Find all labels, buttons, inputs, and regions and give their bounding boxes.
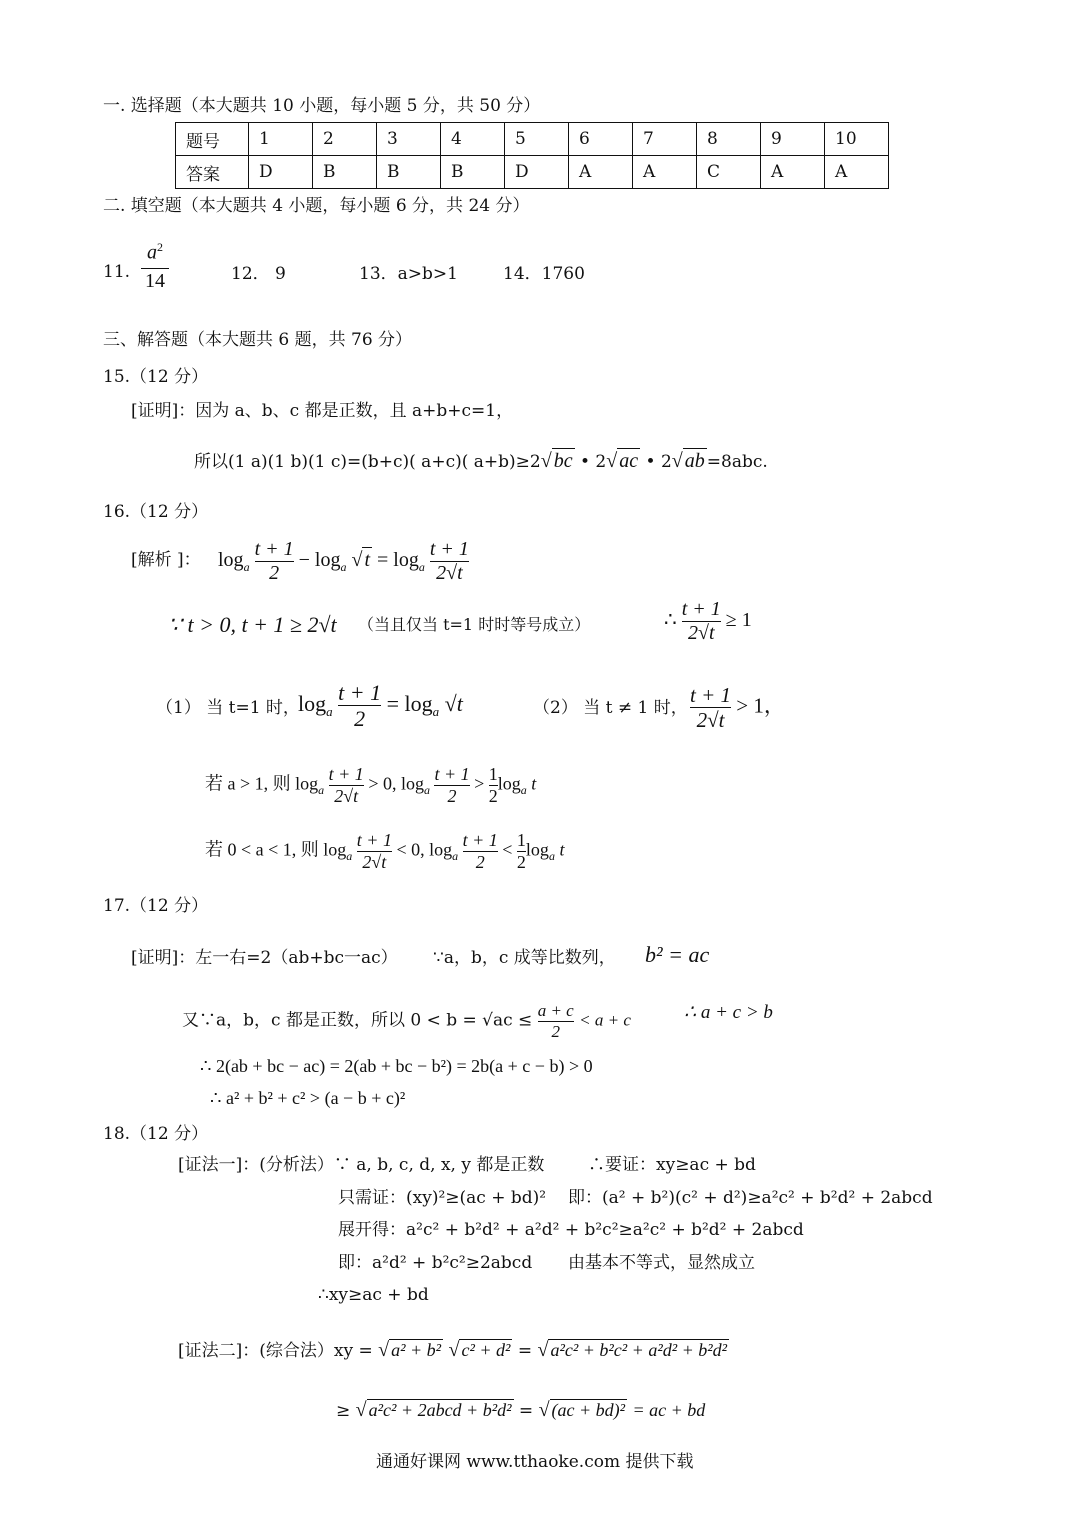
q15-sqrt-ab: ab (684, 450, 705, 472)
log-symbol: log (298, 690, 327, 716)
numerator: t + 1 (690, 683, 732, 707)
row-label-answer: 答案 (176, 156, 249, 189)
q18-m1-line2b: 即：(a² + b²)(c² + d²)≥a²c² + b²d² + 2abcd (568, 1188, 933, 1208)
sqrt-t: √t (444, 690, 463, 716)
log-base: a (318, 782, 325, 797)
numerator: t + 1 (462, 830, 498, 850)
table-cell: 4 (441, 123, 505, 156)
denominator: 2√t (329, 785, 364, 807)
log-symbol: log (218, 549, 244, 572)
therefore-symbol: ∴ (664, 609, 677, 632)
log-base: a (340, 560, 347, 575)
q17-line1c: b² = ac (645, 942, 710, 967)
q15-line2: 所以(1 a)(1 b)(1 c)=(b+c)( a+c)( a+b)≥2√ bc • 2√ ac • 2√ ab =8abc. (194, 450, 768, 472)
fraction (690, 683, 731, 732)
q15-end: =8abc. (706, 452, 768, 472)
q16-therefore (664, 598, 752, 645)
fraction (682, 598, 721, 645)
numerator: a + c (537, 1001, 574, 1020)
fraction (329, 764, 364, 806)
fraction-half (517, 830, 526, 872)
table-cell: A (633, 156, 697, 189)
q18-m1-line2: 只需证：(xy)²≥(ac + bd)² (338, 1188, 547, 1208)
q17-line2-end: < a + c (579, 1010, 631, 1030)
q15-sqrt-bc: bc (553, 450, 573, 472)
denominator: 2√t (690, 707, 731, 732)
denominator: 2 (338, 705, 381, 731)
q15-line1: [证明]：因为 a、b、c 都是正数，且 a+b+c=1， (131, 401, 514, 421)
eq-log: = log (386, 690, 433, 716)
gt-symbol: > (474, 773, 485, 794)
fraction (430, 538, 469, 585)
q13-answer: 13．a>b>1 (359, 264, 458, 284)
sqrt-term: a²c² + b²c² + a²d² + b²d² (550, 1340, 728, 1360)
lt-symbol: < (502, 839, 513, 860)
fraction (338, 680, 381, 732)
numerator: t + 1 (328, 764, 364, 784)
q18-m2-line2: ≥ √ a²c² + 2abcd + b²d² = √ (ac + bd)² = ac + bd (336, 1399, 706, 1421)
numerator: t + 1 (254, 538, 294, 560)
numerator: t + 1 (434, 764, 470, 784)
section-1-title: 一. 选择题（本大题共 10 小题，每小题 5 分，共 50 分） (103, 96, 541, 116)
q18-m1-line3: 展开得：a²c² + b²d² + a²d² + b²c²≥a²c² + b²d² + 2abcd (338, 1220, 804, 1240)
q18-m1-line4b: 由基本不等式，显然成立 (568, 1253, 755, 1273)
table-cell: 8 (697, 123, 761, 156)
log-base: a (243, 560, 250, 575)
table-cell: B (377, 156, 441, 189)
q17-line2 (182, 1001, 631, 1041)
q17-line2-text: 又∵a，b，c 都是正数，所以 0 < b = √ac ≤ (182, 1010, 533, 1031)
eq-symbol: = (517, 1341, 533, 1361)
log-symbol: log (525, 839, 549, 860)
q16-line1: $\log_a$ $\frac{t + 1}{2}$ − $\log_a$ √ $t = \log_a$ $\frac{t + 1}{2√t}$ (218, 538, 469, 584)
table-cell: D (249, 156, 313, 189)
log-base: a (423, 782, 430, 797)
denominator: 2√t (682, 621, 721, 645)
log-base: a (520, 782, 527, 797)
q17-line1: [证明]：左一右=2（ab+bc一ac） (131, 948, 398, 968)
table-cell: B (441, 156, 505, 189)
sqrt-term: c² + d² (461, 1340, 511, 1360)
gt-zero-log: > 0, log (368, 773, 424, 794)
fraction (434, 764, 469, 806)
q18-m1-line1b: ∴要证：xy≥ac + bd (588, 1155, 756, 1175)
q11-exponent: 2 (157, 240, 163, 254)
denominator: 2√t (430, 561, 469, 585)
table-cell: 3 (377, 123, 441, 156)
q16-label: [解析 ]： (131, 550, 201, 570)
sqrt-term: (ac + bd)² (551, 1400, 626, 1420)
q16-if-a-lt-1 (205, 830, 564, 872)
q16-because: ∵ t > 0, t + 1 ≥ 2√t (168, 612, 337, 637)
table-cell: 10 (825, 123, 889, 156)
ge-one: ≥ 1 (725, 609, 752, 632)
q15-sqrt-ac: ac (619, 450, 639, 472)
table-cell: A (569, 156, 633, 189)
q11-numerator: a (147, 241, 157, 264)
fraction-half (489, 764, 498, 806)
table-row-numbers (176, 123, 889, 156)
denominator: 2 (255, 561, 294, 585)
answer-table (175, 122, 889, 189)
variable-t: t (531, 773, 537, 794)
fraction (538, 1001, 574, 1041)
table-cell: A (825, 156, 889, 189)
denominator: 2 (463, 851, 498, 873)
denominator: 2√t (357, 851, 392, 873)
numerator: t + 1 (429, 538, 469, 560)
q18-m1-line5: ∴xy≥ac + bd (318, 1285, 429, 1305)
table-cell: 2 (313, 123, 377, 156)
q17-line1b: ∵a，b，c 成等比数列， (433, 948, 616, 968)
numerator: 1 (488, 764, 498, 784)
minus-log: − log (298, 549, 341, 572)
q18-m2-line1: [证法二]：(综合法）xy = √ a² + b² √ c² + d² = √ a²c² + b²c² + a²d² + b²d² (178, 1339, 728, 1361)
section-2-title: 二. 填空题（本大题共 4 小题，每小题 6 分，共 24 分） (103, 196, 530, 216)
condition: 若 0 < a < 1, 则 log (205, 839, 347, 860)
log-symbol: log (497, 773, 521, 794)
q17-head: 17.（12 分） (103, 896, 209, 916)
q15-dot: • 2 (640, 452, 672, 472)
numerator: t + 1 (356, 830, 392, 850)
denominator: 2 (488, 785, 498, 806)
sqrt-term: a² + b² (391, 1340, 442, 1360)
fraction (255, 538, 294, 585)
q16-case2-expr (690, 683, 785, 732)
table-cell: 7 (633, 123, 697, 156)
denominator: 2 (434, 785, 469, 807)
q11-denominator: 14 (145, 269, 165, 292)
q15-head: 15.（12 分） (103, 367, 209, 387)
q16-if-a-gt-1 (205, 764, 536, 806)
ge-symbol: ≥ (336, 1401, 351, 1421)
q12-answer: 12． 9 (231, 264, 286, 284)
q18-m1-line4: 即：a²d² + b²c²≥2abcd (338, 1253, 533, 1273)
denominator: 2 (538, 1021, 574, 1042)
q17-line3: ∴ 2(ab + bc − ac) = 2(ab + bc − b²) = 2b(a + c − b) > 0 (200, 1056, 593, 1076)
q17-line2b: ∴ a + c > b (684, 1002, 773, 1023)
table-row-answers (176, 156, 889, 189)
q11-answer (141, 240, 169, 293)
numerator: 1 (516, 830, 526, 850)
log-base: a (432, 704, 440, 720)
numerator: t + 1 (338, 680, 382, 705)
q16-note: （当且仅当 t=1 时时等号成立） (358, 615, 591, 634)
row-label-number: 题号 (176, 123, 249, 156)
table-cell: 1 (249, 123, 313, 156)
footer-source: 通通好课网 www.tthaoke.com 提供下载 (376, 1452, 694, 1472)
table-cell: C (697, 156, 761, 189)
q16-case1-label: （1） 当 t=1 时， (156, 698, 300, 718)
q15-dot: • 2 (574, 452, 607, 472)
q15-expr: 所以(1 a)(1 b)(1 c)=(b+c)( a+c)( a+b)≥2 (194, 452, 541, 472)
q14-answer: 14．1760 (503, 264, 585, 284)
log-base: a (452, 848, 459, 863)
fraction (463, 830, 498, 872)
eq-symbol: = (518, 1401, 534, 1421)
sqrt-term: a²c² + 2abcd + b²d² (368, 1400, 512, 1420)
q18-m2-label: [证法二]：(综合法）xy = (178, 1341, 373, 1361)
table-cell: D (505, 156, 569, 189)
denominator: 2 (516, 851, 526, 872)
table-cell: 5 (505, 123, 569, 156)
eq-log: = log (377, 549, 419, 572)
result: = ac + bd (632, 1400, 706, 1420)
table-cell: B (313, 156, 377, 189)
q18-head: 18.（12 分） (103, 1124, 209, 1144)
lt-zero-log: < 0, log (396, 839, 453, 860)
q17-line4: ∴ a² + b² + c² > (a − b + c)² (210, 1088, 406, 1108)
log-base: a (548, 848, 555, 863)
q16-case2-label: （2） 当 t ≠ 1 时， (533, 698, 688, 718)
log-base: a (418, 560, 425, 575)
table-cell: A (761, 156, 825, 189)
q18-m1-line1: [证法一]：(分析法）∵ a, b, c, d, x, y 都是正数 (178, 1155, 545, 1175)
numerator: t + 1 (681, 598, 721, 620)
section-3-title: 三、解答题（本大题共 6 题，共 76 分） (103, 330, 413, 350)
log-base: a (326, 704, 333, 720)
fraction (357, 830, 392, 872)
variable-t: t (559, 839, 565, 860)
q16-head: 16.（12 分） (103, 502, 209, 522)
log-base: a (346, 848, 353, 863)
q16-case1-expr (298, 680, 463, 732)
table-cell: 6 (569, 123, 633, 156)
q11-label: 11. (103, 262, 131, 282)
condition: 若 a > 1, 则 log (205, 773, 319, 794)
sqrt-t: t (364, 549, 371, 572)
gt-one: > 1， (736, 693, 785, 718)
table-cell: 9 (761, 123, 825, 156)
